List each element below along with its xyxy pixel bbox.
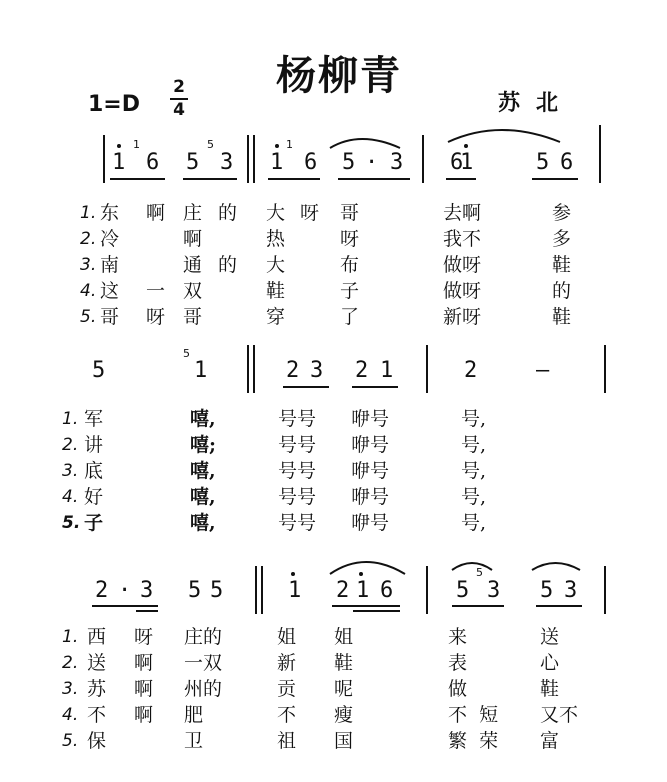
lyric: 通 [183, 254, 203, 276]
slur [330, 139, 400, 148]
lyric: 保 [87, 730, 107, 752]
lyric: 啊 [134, 652, 154, 674]
lyric: 嘻, [190, 460, 216, 482]
lyric: 讲 [84, 434, 104, 456]
note: 2 [355, 358, 369, 383]
lyric: 这 [100, 280, 120, 302]
lyric: 鞋 [266, 280, 286, 302]
barline [604, 345, 606, 393]
barline [253, 345, 255, 393]
lyric: 呀 [300, 202, 320, 224]
note: 1 [288, 578, 302, 603]
high-octave-dot [117, 144, 121, 148]
verse-number: 1. [62, 627, 79, 647]
lyric: 州的 [184, 678, 223, 700]
grace-note: 5 [476, 566, 483, 579]
lyric: 不 [87, 704, 107, 726]
lyric: 苏 [87, 678, 107, 700]
beam [338, 178, 410, 180]
note: 1 [356, 578, 370, 603]
barline [253, 135, 255, 183]
verse-number: 1. [62, 409, 79, 429]
slur [532, 563, 580, 570]
lyric: 繁 荣 [448, 730, 499, 752]
lyric: 国 [334, 730, 354, 752]
lyric: 呀 [340, 228, 360, 250]
lyric: 呀 [134, 626, 154, 648]
barline [422, 135, 424, 183]
beam [352, 386, 398, 388]
note: 2 [286, 358, 300, 383]
lyric: 庄的 [184, 626, 223, 648]
lyric: 又不 [540, 704, 579, 726]
verse-number: 4. [80, 281, 97, 301]
barline [103, 135, 105, 183]
lyric: 庄 [183, 202, 203, 224]
verse-number: 4. [62, 487, 79, 507]
high-octave-dot [275, 144, 279, 148]
lyric: 贡 [277, 678, 297, 700]
beam [536, 605, 582, 607]
lyric: 了 [340, 306, 360, 328]
lyric: 南 [100, 254, 120, 276]
song-origin: 苏北 [498, 91, 575, 116]
note: 3 [564, 578, 578, 603]
lyric: 卫 [184, 730, 204, 752]
lyric: 号, [461, 434, 487, 456]
note: — [536, 358, 550, 383]
time-signature-bottom: 4 [173, 100, 185, 120]
lyric: 啊 [134, 678, 154, 700]
lyric: 子 [340, 280, 360, 302]
note: 1 [112, 150, 126, 175]
lyric: 号号 [278, 512, 317, 534]
lyric: 号, [461, 460, 487, 482]
lyric: 的 [218, 254, 238, 276]
lyric: 啊 [183, 228, 203, 250]
verse-number: 3. [62, 679, 79, 699]
lyric: 参 [552, 202, 572, 224]
grace-note: 5 [207, 138, 214, 151]
high-octave-dot [464, 144, 468, 148]
note: 3 [220, 150, 234, 175]
note: 1 [460, 150, 474, 175]
note: 1 [270, 150, 284, 175]
note: 5 [342, 150, 356, 175]
lyric: 新 [277, 652, 297, 674]
verse-number: 3. [80, 255, 97, 275]
lyric: 新呀 [443, 306, 482, 328]
note: 6 [304, 150, 318, 175]
note: 5 [456, 578, 470, 603]
lyric: 号号 [278, 486, 317, 508]
grace-note: 1 [286, 138, 293, 151]
lyric: 底 [84, 460, 104, 482]
slur [448, 130, 560, 142]
slur [452, 563, 492, 570]
barline [426, 566, 428, 614]
lyric: 双 [183, 280, 203, 302]
lyric: 哥 [183, 306, 203, 328]
lyric: 肥 [184, 704, 204, 726]
lyric: 啊 [146, 202, 166, 224]
beam [452, 605, 504, 607]
lyric: 来 [448, 626, 468, 648]
lyric: 心 [540, 652, 560, 674]
lyric: 鞋 [334, 652, 354, 674]
lyric: 鞋 [552, 254, 572, 276]
verse-number: 4. [62, 705, 79, 725]
lyric: 咿号 [351, 512, 390, 534]
lyric: 啊 [134, 704, 154, 726]
lyric: 热 [266, 228, 286, 250]
lyric: 西 [87, 626, 107, 648]
lyric: 哥 [100, 306, 120, 328]
note: 3 [390, 150, 404, 175]
beam [283, 386, 329, 388]
note: 5 [536, 150, 550, 175]
lyric: 号号 [278, 460, 317, 482]
note: · [118, 578, 132, 603]
lyric: 冷 [100, 228, 120, 250]
lyric: 嘻; [190, 434, 217, 456]
note: 6 [450, 150, 464, 175]
lyric: 送 [540, 626, 560, 648]
time-signature-top: 2 [173, 77, 185, 97]
grace-note: 1 [133, 138, 140, 151]
note: 5 [540, 578, 554, 603]
lyric: 好 [84, 486, 104, 508]
note: 6 [560, 150, 574, 175]
lyric: 嘻, [190, 486, 216, 508]
verse-number: 1. [80, 203, 97, 223]
barline [247, 135, 249, 183]
beam [136, 610, 158, 612]
lyric: 号号 [278, 408, 317, 430]
note: 6 [380, 578, 394, 603]
lyric: 咿号 [351, 434, 390, 456]
beam [268, 178, 320, 180]
lyric: 多 [552, 228, 572, 250]
lyric: 做 [448, 678, 468, 700]
grace-note: 5 [183, 347, 190, 360]
key-signature: 1=D [88, 92, 141, 117]
lyric: 咿号 [351, 460, 390, 482]
note: 6 [146, 150, 160, 175]
beam [92, 605, 158, 607]
lyric: 子 [84, 512, 104, 534]
lyric: 咿号 [351, 486, 390, 508]
lyric: 咿号 [351, 408, 390, 430]
lyric: 不 短 [448, 704, 499, 726]
high-octave-dot [359, 572, 363, 576]
note: 1 [194, 358, 208, 383]
lyric: 一 [146, 280, 166, 302]
note: 3 [487, 578, 501, 603]
beam [353, 610, 400, 612]
verse-number: 3. [62, 461, 79, 481]
lyric: 一双 [184, 652, 223, 674]
note: 3 [140, 578, 154, 603]
barline [426, 345, 428, 393]
lyric: 号, [461, 512, 487, 534]
note: 2 [336, 578, 350, 603]
high-octave-dot [291, 572, 295, 576]
lyric: 姐 [334, 626, 354, 648]
lyric: 姐 [277, 626, 297, 648]
lyric: 的 [552, 280, 572, 302]
lyric: 送 [87, 652, 107, 674]
beam [110, 178, 165, 180]
lyric: 表 [448, 652, 468, 674]
note: 1 [380, 358, 394, 383]
lyric: 做呀 [443, 280, 482, 302]
note: 2 [464, 358, 478, 383]
note: 5 [92, 358, 106, 383]
verse-number: 5. [62, 731, 79, 751]
lyric: 哥 [340, 202, 360, 224]
beam [332, 605, 400, 607]
lyric: 大 [266, 202, 286, 224]
beam [183, 178, 237, 180]
lyric: 嘻, [190, 408, 216, 430]
lyric: 瘦 [334, 704, 354, 726]
lyric: 我不 [443, 228, 482, 250]
lyric: 东 [100, 202, 120, 224]
barline [247, 345, 249, 393]
lyric: 嘻, [190, 512, 216, 534]
lyric: 布 [340, 254, 360, 276]
lyric: 呢 [334, 678, 354, 700]
barline [599, 125, 601, 183]
lyric: 不 [277, 704, 297, 726]
beam [532, 178, 578, 180]
lyric: 号号 [278, 434, 317, 456]
lyric: 呀 [146, 306, 166, 328]
lyric: 的 [218, 202, 238, 224]
lyric: 号, [461, 486, 487, 508]
lyric: 军 [84, 408, 104, 430]
lyric: 号, [461, 408, 487, 430]
verse-number: 2. [80, 229, 97, 249]
verse-number: 5. [80, 307, 97, 327]
lyric: 祖 [277, 730, 297, 752]
verse-number: 2. [62, 435, 79, 455]
note: 2 [95, 578, 109, 603]
verse-number: 5. [62, 513, 81, 533]
lyric: 做呀 [443, 254, 482, 276]
lyric: 鞋 [540, 678, 560, 700]
song-title: 杨柳青 [276, 53, 402, 99]
note: 5 [210, 578, 224, 603]
barline [255, 566, 257, 614]
note: 5 [186, 150, 200, 175]
beam [446, 178, 476, 180]
slur [330, 562, 405, 574]
lyric: 鞋 [552, 306, 572, 328]
verse-number: 2. [62, 653, 79, 673]
barline [604, 566, 606, 614]
note: · [365, 150, 379, 175]
barline [261, 566, 263, 614]
lyric: 富 [540, 730, 560, 752]
lyric: 去啊 [443, 202, 482, 224]
lyric: 大 [266, 254, 286, 276]
note: 5 [188, 578, 202, 603]
lyric: 穿 [266, 306, 286, 328]
note: 3 [310, 358, 324, 383]
